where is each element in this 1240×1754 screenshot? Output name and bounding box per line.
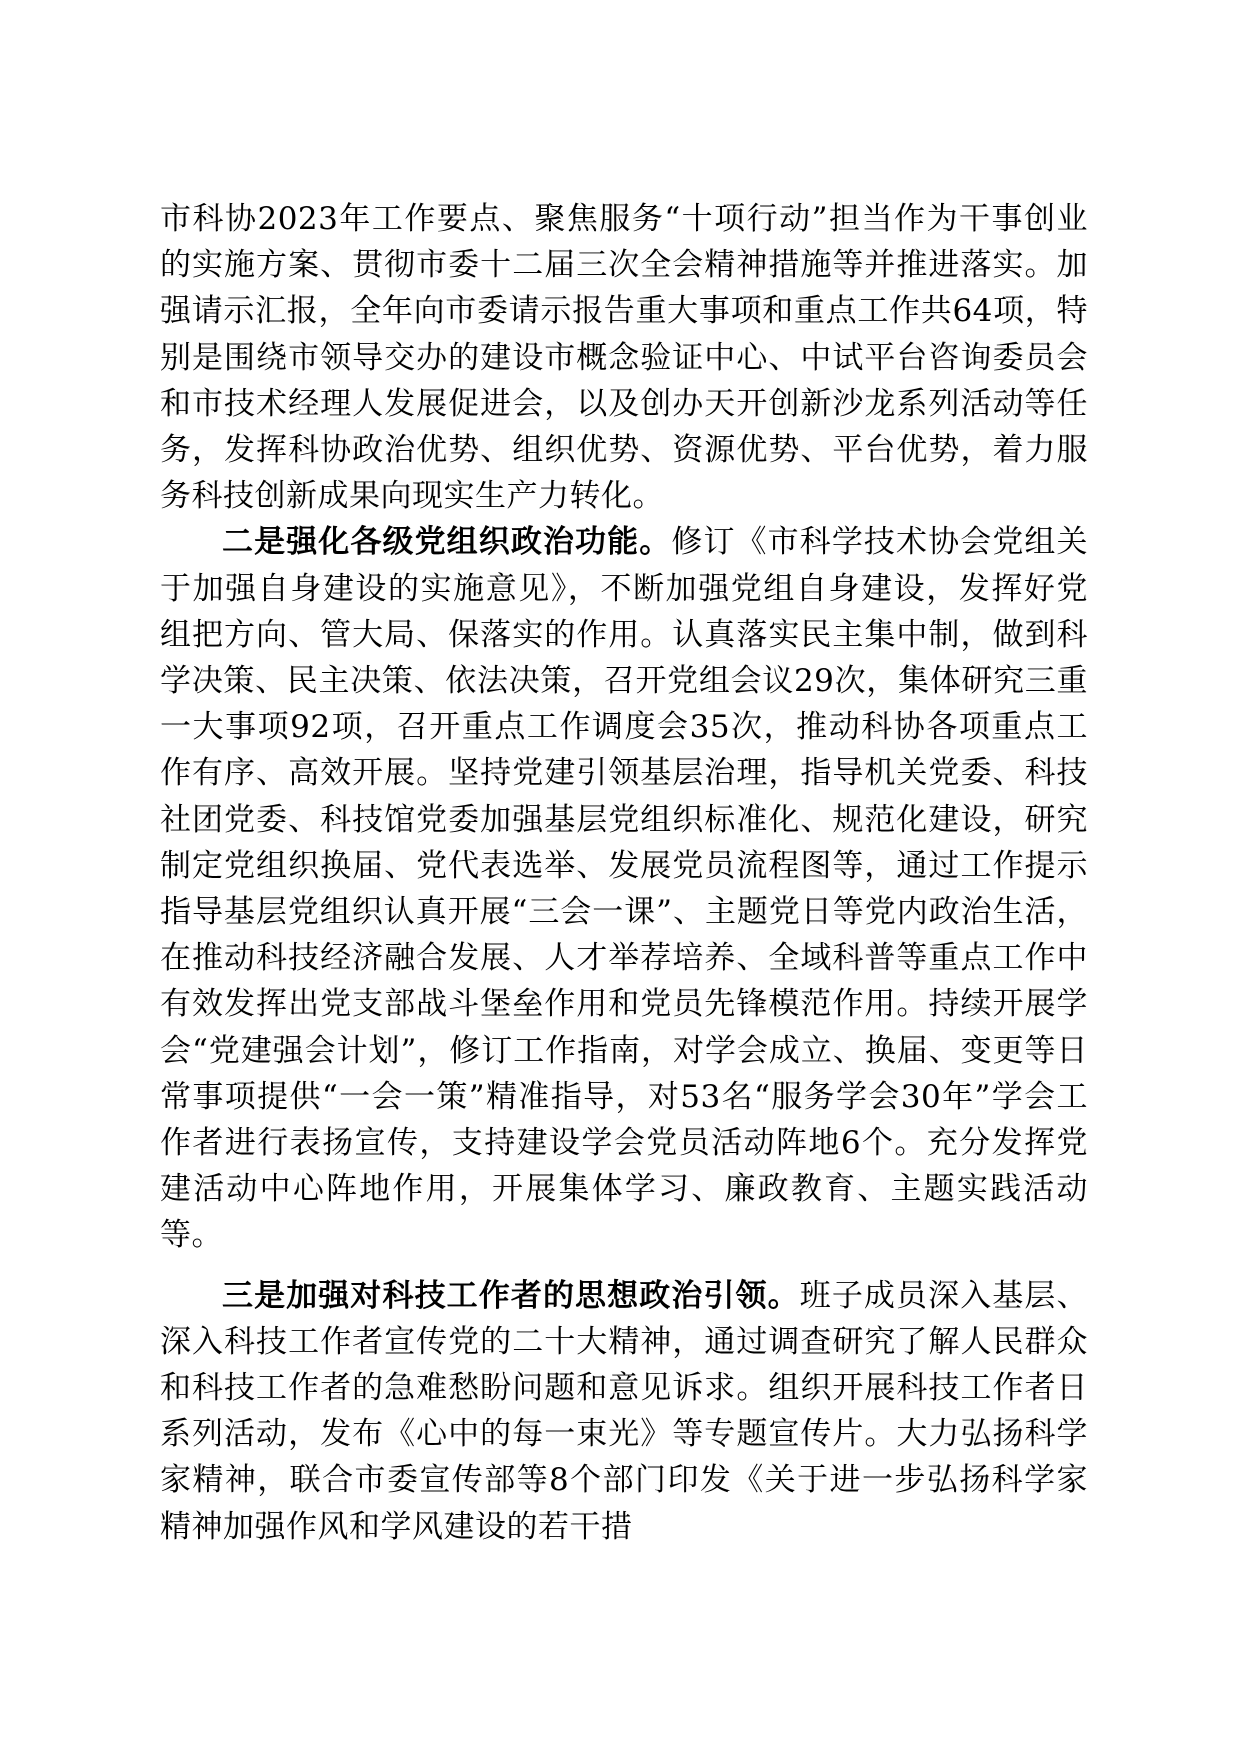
paragraph-3-lead: 三是加强对科技工作者的思想政治引领。 bbox=[222, 1277, 800, 1314]
paragraph-2-text: 修订《市科学技术协会党组关于加强自身建设的实施意见》，不断加强党组自身建设，发挥好党组把方向、管大局、保落实的作用。认真落实民主集中制，做到科学决策、民主决策、依法决策，召开党组会议29次，集体研究三重一大事项92项，召开重点工作调度会35次，推动科协各项重点工作有序、高效开展。坚持党建引领基层治理，指导机关党委、科技社团党委、科技馆党委加强基层党组织标准化、规范化建设，研究制定党组织换届、党代表选举、发展党员流程图等，通过工作提示指导基层党组织认真开展“三会一课”、主题党日等党内政治生活，在推动科技经济融合发展、人才举荐培养、全域科普等重点工作中有效发挥出党支部战斗堡垒作用和党员先锋模范作用。持续开展学会“党建强会计划”，修订工作指南，对学会成立、换届、变更等日常事项提供“一会一策”精准指导，对53名“服务学会30年”学会工作者进行表扬宣传，支持建设学会党员活动阵地6个。充分发挥党建活动中心阵地作用，开展集体学习、廉政教育、主题实践活动等。 bbox=[160, 524, 1089, 1254]
paragraph-3-text: 班子成员深入基层、深入科技工作者宣传党的二十大精神，通过调查研究了解人民群众和科技工作者的急难愁盼问题和意见诉求。组织开展科技工作者日系列活动，发布《心中的每一束光》等专题宣传片。大力弘扬科学家精神，联合市委宣传部等8个部门印发《关于进一步弘扬科学家精神加强作风和学风建设的若干措 bbox=[160, 1277, 1089, 1545]
paragraph-2 bbox=[160, 519, 1088, 1258]
document-body bbox=[160, 196, 1088, 1550]
paragraph-3 bbox=[160, 1273, 1088, 1550]
paragraph-1 bbox=[160, 196, 1088, 519]
paragraph-2-lead: 二是强化各级党组织政治功能。 bbox=[222, 524, 672, 561]
paragraph-1-text: 市科协2023年工作要点、聚焦服务“十项行动”担当作为干事创业的实施方案、贯彻市委十二届三次全会精神措施等并推进落实。加强请示汇报，全年向市委请示报告重大事项和重点工作共64项，特别是围绕市领导交办的建设市概念验证中心、中试平台咨询委员会和市技术经理人发展促进会，以及创办天开创新沙龙系列活动等任务，发挥科协政治优势、组织优势、资源优势、平台优势，着力服务科技创新成果向现实生产力转化。 bbox=[160, 201, 1088, 515]
